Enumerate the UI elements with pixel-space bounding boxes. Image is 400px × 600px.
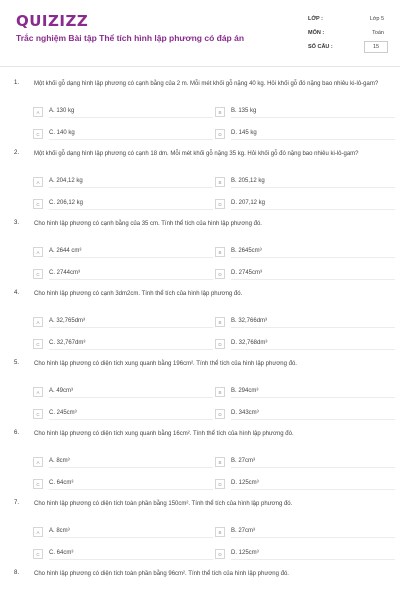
option-a[interactable]: [33, 176, 213, 188]
question-number: 4.: [14, 290, 20, 296]
question-text: Cho hình lập phương có diện tích toàn phần bằng 150cm². Tính thể tích của hình lập phương đó.: [34, 501, 293, 507]
question-text: Cho hình lập phương có diện tích toàn phần bằng 96cm². Tính thể tích của hình lập phương đó.: [34, 571, 289, 577]
header-divider: [0, 66, 400, 67]
option-a[interactable]: [33, 106, 213, 118]
option-c[interactable]: [33, 198, 213, 210]
option-text: B. 294cm³: [231, 386, 395, 398]
option-text: D. 343cm³: [231, 408, 395, 420]
question-text: Cho hình lập phương có diện tích xung quanh bằng 16cm². Tính thể tích của hình lập phương đó.: [34, 431, 294, 437]
option-text: B. 2645cm³: [231, 246, 395, 258]
meta-value: 15: [364, 41, 388, 53]
question-number: 8.: [14, 570, 20, 576]
option-text: B. 27cm³: [231, 526, 395, 538]
option-c[interactable]: [33, 268, 213, 280]
question-5: [0, 356, 400, 426]
option-letter: A: [33, 247, 43, 257]
option-c[interactable]: [33, 338, 213, 350]
option-letter: B: [215, 177, 225, 187]
option-text: D. 145 kg: [231, 128, 395, 140]
option-letter: C: [33, 129, 43, 139]
question-text: Một khối gỗ dạng hình lập phương có cạnh 18 dm. Mỗi mét khối gỗ nặng 35 kg. Hỏi khối gỗ đó nặng bao nhiêu ki-lô-gam?: [34, 151, 359, 157]
question-number: 2.: [14, 150, 20, 156]
question-text: Cho hình lập phương có cạnh bằng của 35 cm. Tính thể tích của hình lập phương đó.: [34, 221, 262, 227]
option-a[interactable]: [33, 386, 213, 398]
option-text: A. 32,765dm³: [49, 316, 213, 328]
option-d[interactable]: [215, 198, 395, 210]
option-letter: B: [215, 107, 225, 117]
option-text: C. 206,12 kg: [49, 198, 213, 210]
option-letter: C: [33, 549, 43, 559]
meta-label: SỐ CÂU :: [308, 44, 333, 50]
option-c[interactable]: [33, 478, 213, 490]
option-letter: C: [33, 409, 43, 419]
option-c[interactable]: [33, 548, 213, 560]
option-a[interactable]: [33, 526, 213, 538]
option-b[interactable]: [215, 106, 395, 118]
option-letter: A: [33, 317, 43, 327]
option-d[interactable]: [215, 128, 395, 140]
option-c[interactable]: [33, 128, 213, 140]
option-letter: D: [215, 409, 225, 419]
option-text: D. 2745cm³: [231, 268, 395, 280]
option-letter: C: [33, 479, 43, 489]
option-letter: A: [33, 107, 43, 117]
option-text: D. 125cm³: [231, 478, 395, 490]
option-c[interactable]: [33, 408, 213, 420]
option-letter: C: [33, 199, 43, 209]
option-letter: A: [33, 527, 43, 537]
question-text: Một khối gỗ dạng hình lập phương có cạnh bằng của 2 m. Mỗi mét khối gỗ nặng 40 kg. Hỏi khối gỗ đó nặng bao nhiêu ki-lô-gam?: [34, 81, 379, 87]
option-letter: D: [215, 199, 225, 209]
option-a[interactable]: [33, 246, 213, 258]
option-text: D. 207,12 kg: [231, 198, 395, 210]
question-6: [0, 426, 400, 496]
option-text: A. 130 kg: [49, 106, 213, 118]
option-d[interactable]: [215, 338, 395, 350]
option-letter: D: [215, 269, 225, 279]
option-letter: B: [215, 247, 225, 257]
option-letter: B: [215, 457, 225, 467]
option-letter: D: [215, 129, 225, 139]
option-a[interactable]: [33, 316, 213, 328]
option-letter: C: [33, 269, 43, 279]
option-d[interactable]: [215, 548, 395, 560]
option-letter: B: [215, 527, 225, 537]
meta-row-count: [308, 40, 388, 54]
question-number: 6.: [14, 430, 20, 436]
option-text: B. 27cm³: [231, 456, 395, 468]
option-d[interactable]: [215, 478, 395, 490]
question-number: 7.: [14, 500, 20, 506]
option-d[interactable]: [215, 268, 395, 280]
option-b[interactable]: [215, 386, 395, 398]
option-text: A. 49cm³: [49, 386, 213, 398]
meta-row-grade: [308, 12, 388, 26]
option-text: C. 32,767dm³: [49, 338, 213, 350]
option-letter: A: [33, 457, 43, 467]
question-list: [0, 76, 400, 590]
option-text: A. 8cm³: [49, 456, 213, 468]
option-letter: D: [215, 479, 225, 489]
option-text: A. 2644 cm³: [49, 246, 213, 258]
option-d[interactable]: [215, 408, 395, 420]
option-text: B. 135 kg: [231, 106, 395, 118]
question-text: Cho hình lập phương có diện tích xung quanh bằng 196cm². Tính thể tích của hình lập phương đó.: [34, 361, 297, 367]
question-2: [0, 146, 400, 216]
question-4: [0, 286, 400, 356]
option-letter: D: [215, 339, 225, 349]
option-text: C. 140 kg: [49, 128, 213, 140]
option-text: C. 64cm³: [49, 548, 213, 560]
question-number: 3.: [14, 220, 20, 226]
option-text: B. 205,12 kg: [231, 176, 395, 188]
option-b[interactable]: [215, 526, 395, 538]
option-letter: A: [33, 387, 43, 397]
page-header: [0, 0, 400, 64]
option-letter: A: [33, 177, 43, 187]
question-7: [0, 496, 400, 566]
option-b[interactable]: [215, 456, 395, 468]
meta-label: MÔN :: [308, 30, 325, 36]
option-text: A. 204,12 kg: [49, 176, 213, 188]
question-number: 1.: [14, 80, 20, 86]
meta-panel: [308, 12, 388, 54]
meta-value: Toán: [372, 30, 384, 36]
question-text: Cho hình lập phương có cạnh 3dm2cm. Tính thể tích của hình lập phương đó.: [34, 291, 243, 297]
option-letter: B: [215, 317, 225, 327]
option-text: C. 64cm³: [49, 478, 213, 490]
question-number: 5.: [14, 360, 20, 366]
option-text: B. 32,766dm³: [231, 316, 395, 328]
question-1: [0, 76, 400, 146]
question-8: [0, 566, 400, 590]
option-text: C. 2744cm³: [49, 268, 213, 280]
option-b[interactable]: [215, 176, 395, 188]
option-b[interactable]: [215, 246, 395, 258]
quizizz-logo: QUIZIZZ: [16, 12, 89, 30]
question-3: [0, 216, 400, 286]
meta-row-subject: [308, 26, 388, 40]
option-a[interactable]: [33, 456, 213, 468]
option-text: D. 125cm³: [231, 548, 395, 560]
option-letter: B: [215, 387, 225, 397]
option-b[interactable]: [215, 316, 395, 328]
option-letter: C: [33, 339, 43, 349]
page-title: Trắc nghiệm Bài tập Thể tích hình lập phương có đáp án: [16, 33, 245, 43]
meta-label: LỚP :: [308, 16, 323, 22]
option-text: D. 32,768dm³: [231, 338, 395, 350]
option-text: C. 245cm³: [49, 408, 213, 420]
meta-value: Lớp 5: [369, 16, 384, 22]
option-letter: D: [215, 549, 225, 559]
option-text: A. 8cm³: [49, 526, 213, 538]
